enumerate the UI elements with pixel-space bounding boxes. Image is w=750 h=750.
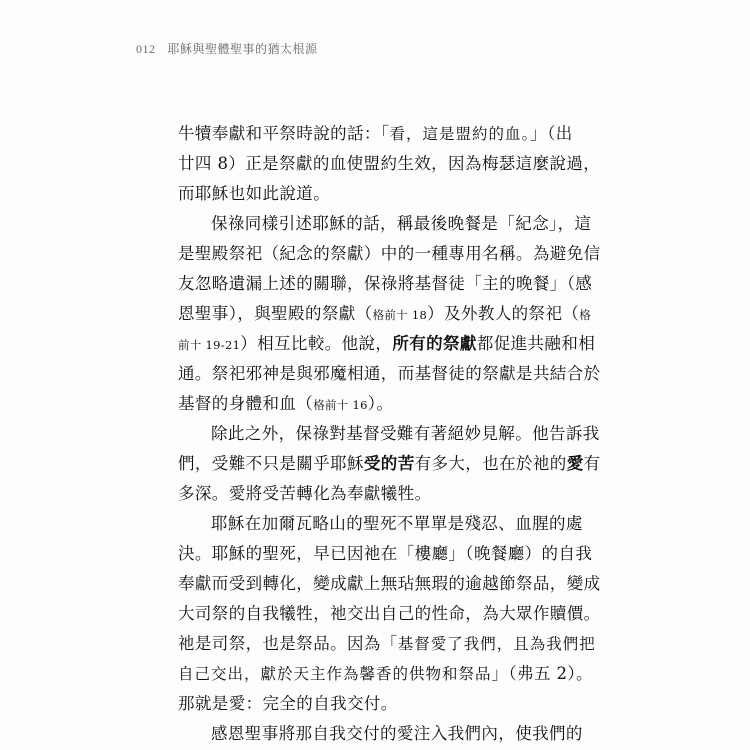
text-line <box>178 269 593 299</box>
text-line <box>178 569 601 599</box>
text-segment: 奉獻而受到轉化，變成獻上無玷無瑕的逾越節祭品，變成 <box>178 574 601 593</box>
text-segment: 廿四 8）正是祭獻的血使盟約生效，因為梅瑟這麼說過， <box>178 154 601 173</box>
scripture-citation: 格前十 16 <box>313 398 368 412</box>
scripture-quote: 看，這是盟約的血。 <box>389 125 531 143</box>
text-segment: 而耶穌也如此說道。 <box>178 184 331 203</box>
text-line <box>178 449 601 479</box>
text-line <box>178 149 601 179</box>
text-segment: 友忽略遺漏上述的關聯，保祿將基督徒「主的晚餐」（感 <box>178 274 593 293</box>
text-segment: 有 <box>583 454 601 473</box>
text-line <box>178 389 550 419</box>
text-segment: ）。 <box>367 394 394 413</box>
text-segment: 除此之外，保祿對基督受難有著絕妙見解。他告訴我 <box>211 424 600 443</box>
text-line <box>178 239 601 269</box>
emphasized-text: 受的苦 <box>363 454 415 473</box>
text-segment: ）相互比較。他說， <box>240 334 393 353</box>
text-line <box>178 119 573 149</box>
text-segment: 決。耶穌的聖死，早已因祂在「樓廳」（晚餐廳）的自我 <box>178 544 593 563</box>
text-segment: 」（出 <box>530 124 573 143</box>
text-segment: 都促進共融和相 <box>476 334 596 353</box>
scripture-quote: 基督愛了我們，且為我們把 <box>397 635 596 653</box>
body-text <box>178 119 601 749</box>
text-segment: 耶穌在加爾瓦略山的聖死不單單是殘忍、血腥的處 <box>211 514 583 533</box>
text-segment: 們，受難不只是關乎耶穌 <box>178 454 364 473</box>
text-segment: 祂是司祭，也是祭品。因為「 <box>178 634 398 653</box>
text-segment: 牛犢奉獻和平祭時說的話：「 <box>178 124 390 143</box>
text-segment: 基督的身體和血（ <box>178 394 314 413</box>
text-line <box>178 509 583 539</box>
running-title: 耶穌與聖體聖事的猶太根源 <box>167 42 318 56</box>
text-line <box>178 419 600 449</box>
text-segment: 」（弗五 2）。 <box>491 664 593 683</box>
scripture-citation: 格前十 18 <box>372 308 428 322</box>
scripture-citation: 格 <box>579 308 592 322</box>
text-segment: 通。祭祀邪神是與邪魔相通，而基督徒的祭獻是共結合於 <box>178 364 601 383</box>
text-line <box>178 299 592 329</box>
text-line <box>178 599 601 629</box>
text-segment: 有多大，也在於祂的 <box>414 454 567 473</box>
text-line <box>178 359 601 389</box>
text-segment: 多深。愛將受苦轉化為奉獻犧牲。 <box>178 484 432 503</box>
text-line <box>178 479 550 509</box>
scripture-citation: 前十 19-21 <box>178 338 241 352</box>
emphasized-text: 愛 <box>566 454 584 473</box>
text-line <box>178 179 550 209</box>
text-line <box>178 539 593 569</box>
text-line <box>178 209 592 239</box>
text-segment: 保祿同樣引述耶穌的話，稱最後晚餐是「紀念」，這 <box>211 214 592 233</box>
text-line <box>178 719 583 749</box>
text-segment: 恩聖事），與聖殿的祭獻（ <box>178 304 373 323</box>
emphasized-text: 所有的祭獻 <box>392 334 477 353</box>
text-segment: ）及外教人的祭祀（ <box>427 304 580 323</box>
scripture-quote: 自己交出，獻於天主作為馨香的供物和祭品 <box>178 665 492 683</box>
text-segment: 大司祭的自我犧牲，祂交出自己的性命，為大眾作贖價。 <box>178 604 601 623</box>
text-line <box>178 329 596 359</box>
text-segment: 是聖殿祭祀（紀念的祭獻）中的一種專用名稱。為避免信 <box>178 244 601 263</box>
text-line <box>178 659 593 689</box>
text-segment: 那就是愛：完全的自我交付。 <box>178 694 398 713</box>
running-header <box>136 40 318 57</box>
page-number: 012 <box>136 42 156 56</box>
text-line <box>178 689 550 719</box>
text-segment: 感恩聖事將那自我交付的愛注入我們內，使我們的 <box>211 724 583 743</box>
text-line <box>178 629 596 659</box>
